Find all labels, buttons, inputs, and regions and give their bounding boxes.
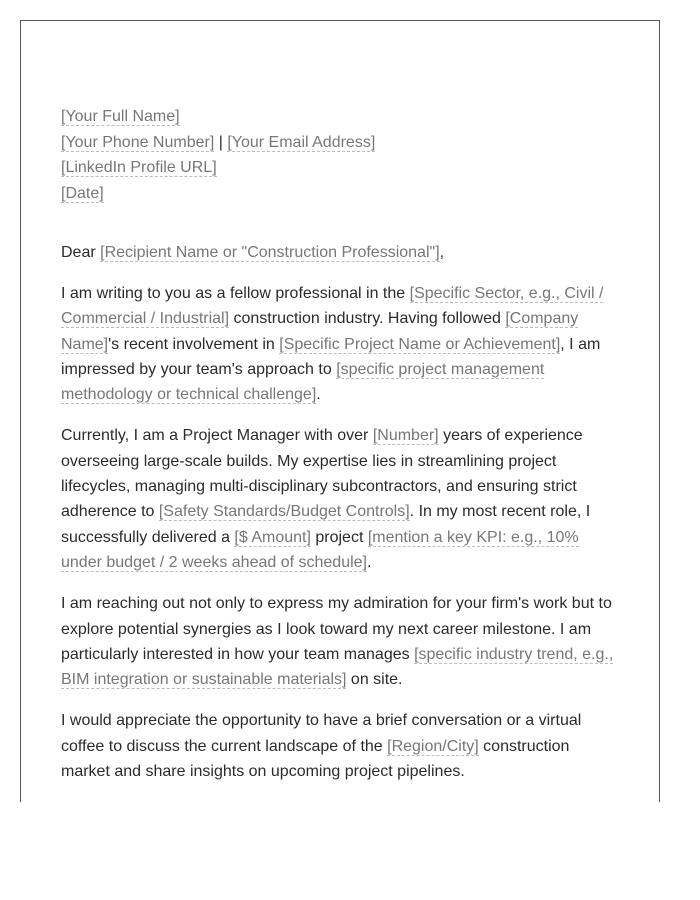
kpi-placeholder[interactable]: [mention a key KPI: e.g., 10% under budget / 2 weeks ahead of schedule]	[61, 528, 579, 571]
recipient-placeholder[interactable]: [Recipient Name or "Construction Professional"]	[100, 244, 440, 261]
paragraph-text: .	[316, 386, 321, 404]
years-placeholder[interactable]: [Number]	[372, 427, 439, 445]
phone-placeholder[interactable]: [Your Phone Number]	[61, 133, 215, 151]
salutation-prefix: Dear	[61, 244, 101, 261]
paragraph-text: years of experience overseeing large-scale builds. My expertise lies in streamlining project lifecycles, managing multi-disciplinary subcontractors, and ensuring strict adherence to	[61, 427, 583, 521]
company-name-placeholder[interactable]: [Company Name]	[61, 310, 579, 353]
methodology-placeholder[interactable]: [specific project management methodology or technical challenge]	[61, 360, 545, 404]
paragraph-text: . In my most recent role, I successfully delivered a	[61, 503, 591, 546]
paragraph-text: on site.	[346, 671, 403, 689]
paragraph-text: 's recent involvement in	[108, 335, 280, 353]
date-placeholder[interactable]: [Date]	[61, 184, 104, 202]
paragraph-text: I am writing to you as a fellow professional in the	[61, 285, 410, 302]
salutation	[61, 240, 621, 265]
paragraph-text: , I am impressed by your team's approach to	[61, 335, 601, 378]
document-page	[20, 20, 660, 802]
contact-line	[61, 130, 621, 156]
standards-placeholder[interactable]: [Safety Standards/Budget Controls]	[158, 503, 410, 521]
project-name-placeholder[interactable]: [Specific Project Name or Achievement]	[279, 335, 561, 353]
paragraph-text: I am reaching out not only to express my admiration for your firm's work but to explore potential synergies as I look toward my next career milestone. I am particularly interested in how your team manages	[61, 595, 612, 663]
email-placeholder[interactable]: [Your Email Address]	[227, 133, 376, 151]
letter-body	[61, 104, 621, 800]
date-line	[61, 181, 621, 207]
sender-header	[61, 104, 621, 206]
paragraph-request	[61, 708, 621, 784]
salutation-suffix: ,	[439, 244, 445, 261]
paragraph-text: construction market and share insights on upcoming project pipelines.	[61, 737, 570, 781]
linkedin-placeholder[interactable]: [LinkedIn Profile URL]	[61, 159, 217, 176]
paragraph-experience	[61, 423, 621, 575]
paragraph-text: project	[310, 528, 368, 546]
region-placeholder[interactable]: [Region/City]	[387, 737, 479, 755]
industry-trend-placeholder[interactable]: [specific industry trend, e.g., BIM integration or sustainable materials]	[61, 645, 614, 689]
paragraph-text: Currently, I am a Project Manager with over	[61, 427, 373, 445]
full-name-placeholder[interactable]: [Your Full Name]	[61, 108, 180, 125]
paragraph-text: construction industry. Having followed	[229, 310, 506, 328]
full-name-line	[61, 104, 621, 130]
sector-placeholder[interactable]: [Specific Sector, e.g., Civil / Commercial / Industrial]	[61, 285, 604, 328]
contact-separator: |	[214, 133, 228, 151]
amount-placeholder[interactable]: [$ Amount]	[234, 528, 311, 546]
paragraph-outreach	[61, 591, 621, 692]
paragraph-text: .	[367, 553, 372, 571]
paragraph-intro	[61, 281, 621, 407]
linkedin-line	[61, 155, 621, 181]
paragraph-text: I would appreciate the opportunity to have a brief conversation or a virtual coffee to discuss the current landscape of the	[61, 712, 582, 755]
